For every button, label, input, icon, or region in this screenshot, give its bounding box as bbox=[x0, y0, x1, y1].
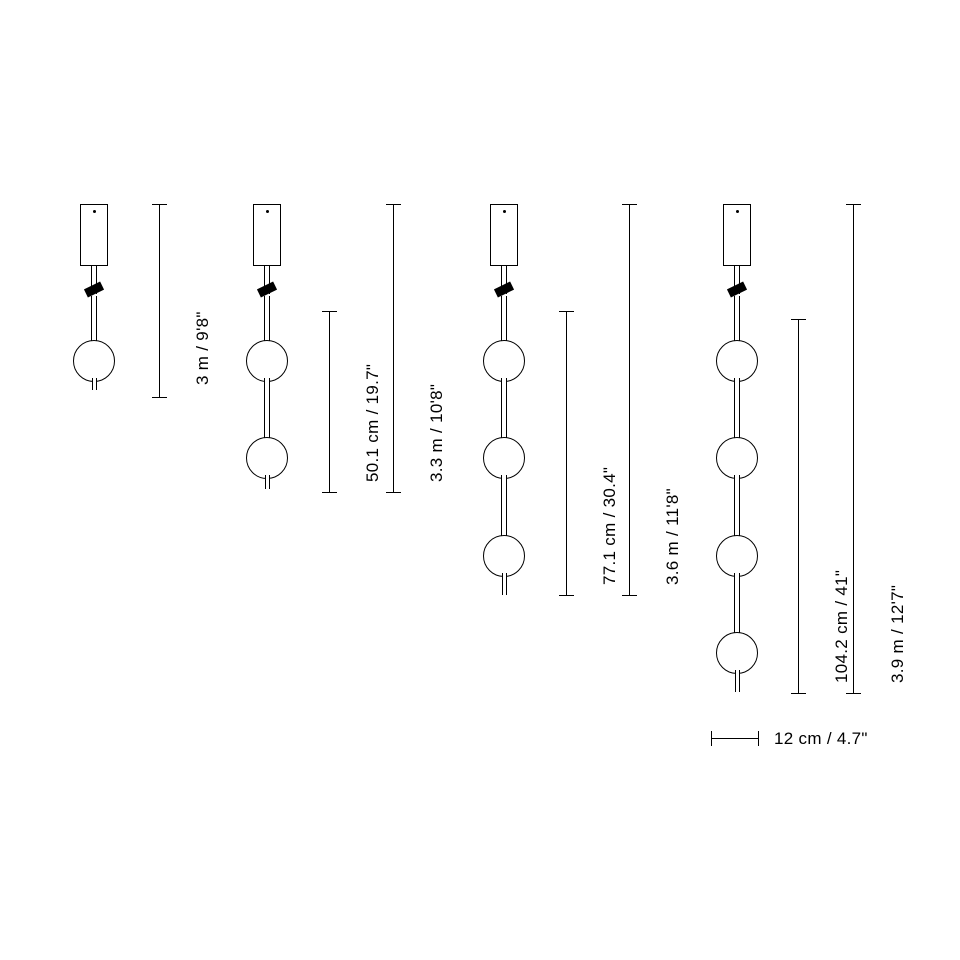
dim-label-drop-total-4: 3.9 m / 12'7" bbox=[888, 584, 907, 683]
sphere bbox=[716, 632, 758, 674]
dim-label-fixture-height-2: 50.1 cm / 19.7" bbox=[363, 363, 382, 482]
inter-rod bbox=[734, 573, 740, 635]
canopy-dot-icon bbox=[736, 210, 739, 213]
dim-line-drop-total-4 bbox=[853, 204, 854, 694]
dim-label-drop-total-2: 3.3 m / 10'8" bbox=[427, 383, 446, 482]
inter-rod bbox=[734, 475, 740, 537]
dim-label-sphere-width: 12 cm / 4.7" bbox=[774, 729, 868, 748]
sphere bbox=[716, 437, 758, 479]
dim-cap-bottom bbox=[846, 693, 861, 694]
bottom-stub bbox=[735, 670, 740, 692]
sphere bbox=[716, 535, 758, 577]
dim-label-drop-total-3: 3.6 m / 11'8" bbox=[663, 488, 682, 585]
inter-rod bbox=[734, 378, 740, 440]
dim-cap-right bbox=[758, 731, 759, 746]
canopy bbox=[723, 204, 751, 266]
dim-label-fixture-height-4: 104.2 cm / 41" bbox=[832, 569, 851, 683]
dim-line-sphere-width bbox=[711, 738, 759, 739]
dim-label-fixture-height-3: 77.1 cm / 30.4" bbox=[600, 466, 619, 585]
dim-line-fixture-height-4 bbox=[798, 319, 799, 694]
sphere bbox=[716, 340, 758, 382]
dim-label-drop-total-1: 3 m / 9'8" bbox=[193, 311, 212, 385]
dim-cap-bottom bbox=[791, 693, 806, 694]
